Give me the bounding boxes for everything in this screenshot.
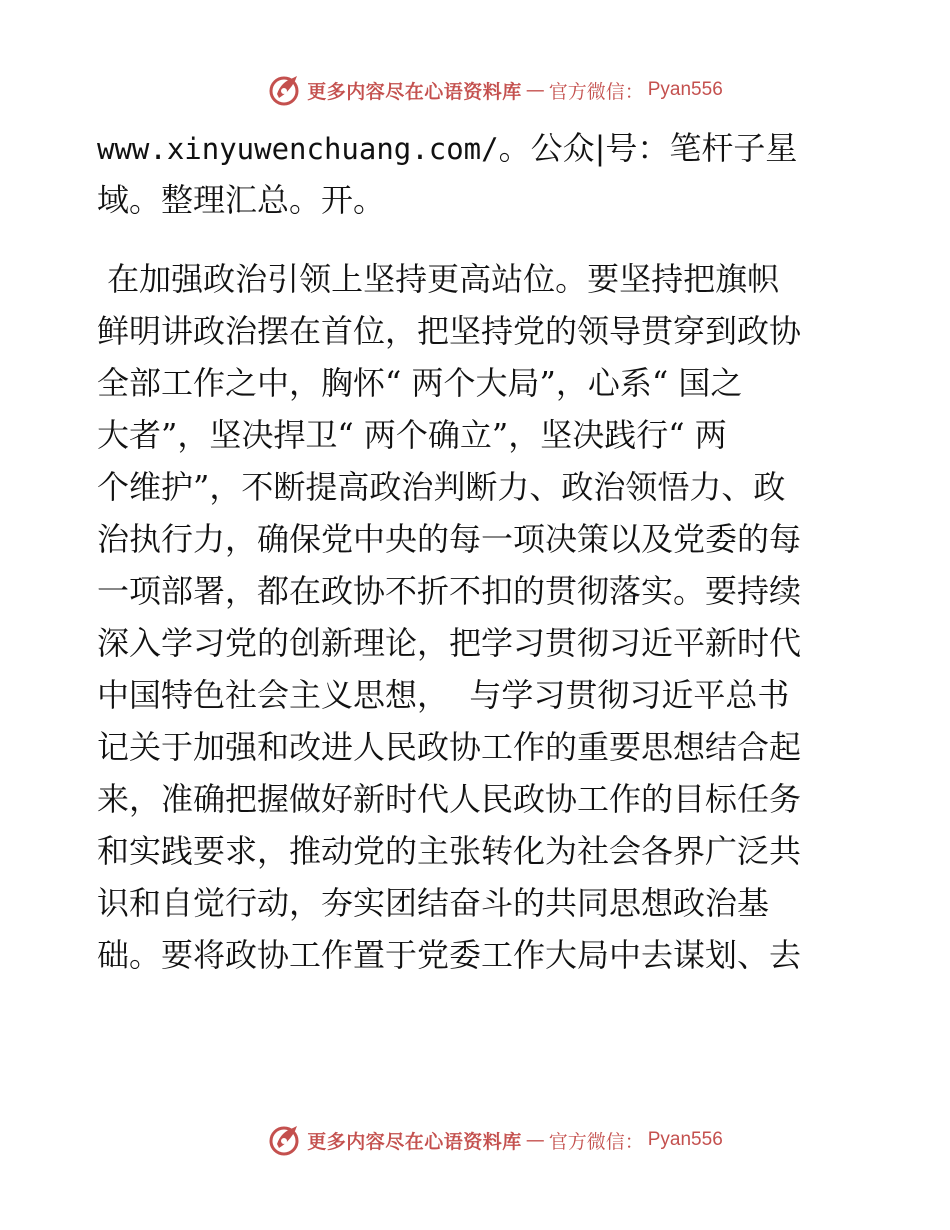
text-line: 大者”，坚决捍卫“ 两个确立”，坚决践行“ 两	[97, 416, 727, 454]
text-line: 中国特色社会主义思想， 与学习贯彻习近平总书	[97, 676, 790, 714]
pen-logo-icon	[267, 1122, 303, 1158]
text-line: 在加强政治引领上坚持更高站位。要坚持把旗帜	[97, 260, 780, 298]
banner-wechat-id: Pyan556	[647, 79, 723, 100]
text-line	[97, 122, 857, 174]
text-line-rest: 。公众|号：笔杆子星	[498, 129, 798, 167]
text-line: 记关于加强和改进人民政协工作的重要思想结合起	[97, 728, 802, 766]
website-url: www.xinyuwenchuang.com/	[97, 132, 499, 166]
document-body	[97, 122, 857, 981]
paragraph-2	[97, 253, 857, 981]
banner-wechat-id: Pyan556	[647, 1129, 723, 1150]
paragraph-1	[97, 122, 857, 226]
text-line: 全部工作之中，胸怀“ 两个大局”，心系“ 国之	[97, 364, 743, 402]
text-line: 深入学习党的创新理论，把学习贯彻习近平新时代	[97, 624, 802, 662]
text-line: 识和自觉行动，夯实团结奋斗的共同思想政治基	[97, 884, 770, 922]
banner-wechat-label: 官方微信：	[548, 1130, 644, 1153]
banner-wechat-label: 官方微信：	[548, 80, 644, 103]
banner-slogan: 更多内容尽在心语资料库	[307, 80, 522, 103]
text-line: 础。要将政协工作置于党委工作大局中去谋划、去	[97, 936, 802, 974]
footer-banner-content	[267, 1122, 723, 1158]
banner-separator: —	[525, 79, 545, 101]
text-line: 一项部署，都在政协不折不扣的贯彻落实。要持续	[97, 572, 802, 610]
banner-slogan: 更多内容尽在心语资料库	[307, 1130, 522, 1153]
text-line: 鲜明讲政治摆在首位，把坚持党的领导贯穿到政协	[97, 312, 802, 350]
header-banner-content	[267, 72, 723, 108]
text-line: 来，准确把握做好新时代人民政协工作的目标任务	[97, 780, 802, 818]
text-line: 治执行力，确保党中央的每一项决策以及党委的每	[97, 520, 802, 558]
pen-logo-icon	[267, 72, 303, 108]
banner-separator: —	[525, 1129, 545, 1151]
text-line: 域。整理汇总。开。	[97, 181, 386, 219]
text-line: 和实践要求，推动党的主张转化为社会各界广泛共	[97, 832, 802, 870]
footer-banner	[0, 1120, 950, 1160]
header-banner	[0, 70, 950, 110]
text-line: 个维护”，不断提高政治判断力、政治领悟力、政	[97, 468, 786, 506]
